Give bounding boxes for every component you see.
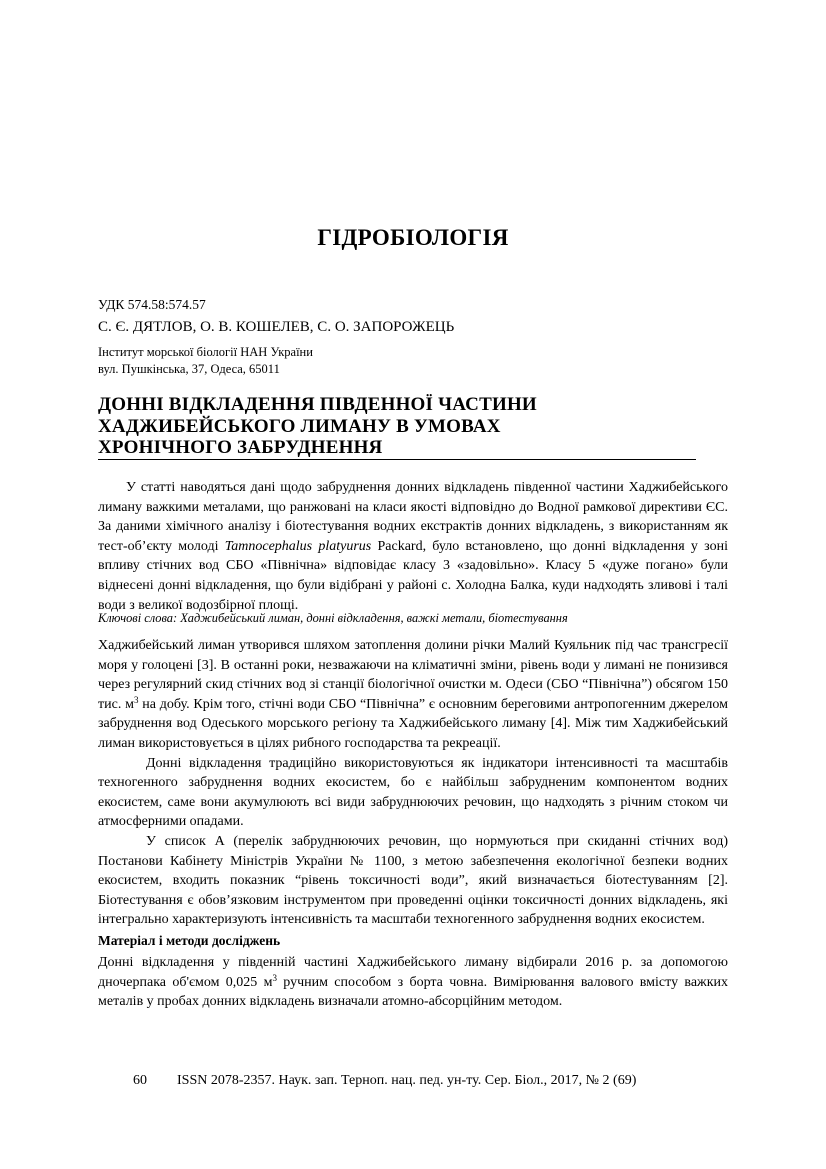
page-number: 60 — [133, 1073, 147, 1088]
body-paragraph — [98, 953, 728, 1012]
abstract-text: Packard, було встановлено, що донні відкладення у зоні впливу стічних вод СБО «Північна» відповідає класу 3 «задовільно». Класу 5 «дуже погано» були віднесені донні відкладення, що були відібрані у районі с. Холодна Балка, куди надходять зливові і талі води з великої водозбірної площі. — [98, 538, 728, 613]
species-name: Tamnocephalus platyurus — [224, 538, 372, 554]
institution-name: Інститут морської біології НАН України — [98, 345, 313, 359]
abstract — [98, 478, 728, 615]
article-title-line: ХАДЖИБЕЙСЬКОГО ЛИМАНУ В УМОВАХ — [98, 415, 501, 437]
body-text: Хаджибейський лиман утворився шляхом затоплення долини річки Малий Куяльник під час трансгресії моря у голоцені [3]. В останні роки, незважаючи на кліматичні зміни, рівень води у лимані не понизився через регулярний скид стічних вод зі станції біологічної очистки м. Одеси (СБО “Північна”) обсягом 150 тис. м — [98, 638, 728, 712]
journal-citation: ISSN 2078-2357. Наук. зап. Терноп. нац. пед. ун-ту. Сер. Біол., 2017, № 2 (69) — [177, 1073, 637, 1088]
authors: С. Є. ДЯТЛОВ, О. В. КОШЕЛЕВ, С. О. ЗАПОРОЖЕЦЬ — [98, 319, 455, 335]
keywords: Ключові слова: Хаджибейський лиман, донні відкладення, важкі метали, біотестування — [98, 611, 568, 625]
article-title — [98, 394, 698, 459]
body-paragraph — [98, 636, 728, 754]
section-heading: Матеріал і методи досліджень — [98, 932, 281, 948]
udk-code: УДК 574.58:574.57 — [98, 297, 206, 312]
body-paragraph: У список А (перелік забруднюючих речовин, що нормуються при скиданні стічних вод) Постанови Кабінету Міністрів України № 1100, з метою забезпечення екологічної безпеки водних екосистем, входить показник “рівень токсичності води”, який визначається біотестуванням [2]. Біотестування є обов’язковим інструментом при проведенні оцінки токсичності донних відкладень, які інтегрально характеризують інтенсивність та масштаби техногенного забруднення водних екосистем. — [98, 833, 728, 928]
affiliation — [98, 344, 313, 378]
abstract-text: У статті наводяться дані щодо забруднення донних відкладень південної частини Хаджибейського лиману важкими металами, що ранжовані на класи якості відповідно до Водної рамкової директиви ЄС. За даними хімічного аналізу і біотестування водних екстрактів донних відкладень, з використанням як тест-об’єкту молоді — [98, 480, 728, 554]
superscript: 3 — [133, 694, 139, 705]
superscript: 3 — [272, 972, 277, 983]
body-paragraph: Донні відкладення традиційно використовуються як індикатори інтенсивності та масштабів техногенного забруднення водних екосистем, бо є найбільш забрудненим компонентом водних екосистем, саме вони акумулюють всі види забруднюючих речовин, що надходять з річним стоком чи атмосферними опадами. — [98, 755, 728, 830]
body-text: на добу. Крім того, стічні води СБО “Північна” є основним береговими антропогенним джерелом забруднення вод Одеського морського регіону та Хаджибейського лиману [4]. Між тим Хаджибейський лиман використовується в цілях рибного господарства та рекреації. — [98, 696, 729, 751]
institution-address: вул. Пушкінська, 37, Одеса, 65011 — [98, 362, 280, 376]
body-text: Донні відкладення у південній частині Хаджибейського лиману відбирали 2016 р. за допомогою дночерпака об'ємом 0,025 м — [98, 954, 728, 990]
body-text: ручним способом з борта човна. Вимірювання валового вмісту важких металів у пробах донних відкладень визначали атомно-абсорційним методом. — [98, 974, 728, 1010]
article-title-line: ХРОНІЧНОГО ЗАБРУДНЕННЯ — [98, 437, 383, 458]
page-footer — [133, 1073, 636, 1089]
article-title-line: ДОННІ ВІДКЛАДЕННЯ ПІВДЕННОЇ ЧАСТИНИ — [98, 394, 537, 415]
title-underline — [98, 459, 696, 460]
section-title: ГІДРОБІОЛОГІЯ — [317, 225, 509, 250]
article-body — [98, 636, 728, 1012]
